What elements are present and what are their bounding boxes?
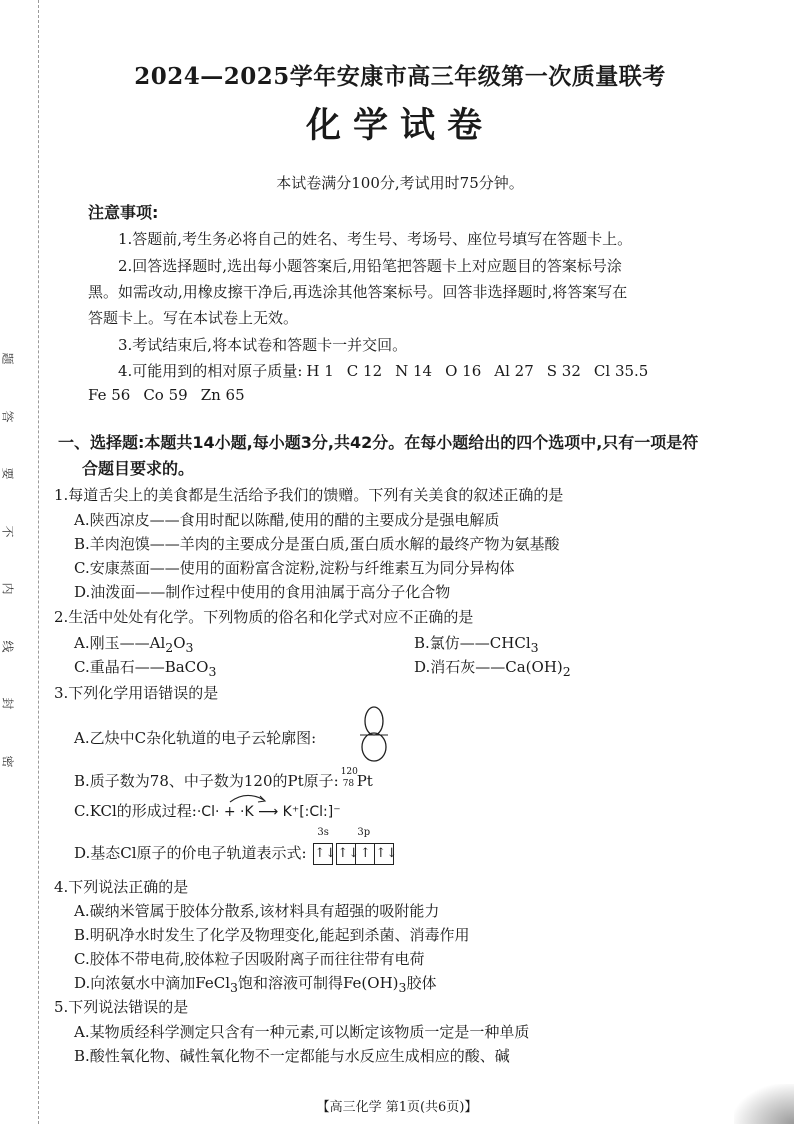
q2-d-sub: 2 [562,664,571,679]
q4-d-post: 胶体 [406,974,437,992]
q2-c-formula: BaCO [164,658,209,676]
mass-label: 4.可能用到的相对原子质量: [118,362,303,380]
notes-heading: 注意事项: [88,203,159,222]
q3-c-text: C.KCl的形成过程: [74,802,197,820]
orbital-3p-boxes [336,843,398,865]
side-char: 题 [0,352,15,365]
orbital-box: ↑↓ [375,846,398,861]
note-line-3: 黑。如需改动,用橡皮擦干净后,再选涂其他答案标号。回答非选择题时,将答案写在 [88,283,628,301]
atomic-mass-row-1 [118,360,661,381]
q4-d-pre: D.向浓氨水中滴加FeCl [74,974,230,992]
q3-a-text: A.乙炔中C杂化轨道的电子云轮廓图: [74,729,317,747]
question-2-option-d [414,656,571,679]
question-1-option-d: D.油泼面——制作过程中使用的食用油属于高分子化合物 [74,583,451,601]
question-4-option-a: A.碳纳米管属于胶体分散系,该材料具有超强的吸附能力 [74,902,440,920]
question-3-stem: 3.下列化学用语错误的是 [54,684,219,702]
q2-a-sub2: 3 [185,640,194,655]
question-3-option-a [74,727,316,748]
note-line-4: 答题卡上。写在本试卷上无效。 [88,309,299,327]
q2-a-formula2: O [173,634,186,652]
note-line-5: 3.考试结束后,将本试卷和答题卡一并交回。 [118,336,408,354]
q2-b-sub: 3 [530,640,539,655]
question-1-option-a: A.陕西凉皮——食用时配以陈醋,使用的醋的主要成分是强电解质 [74,511,500,529]
question-4-option-d [74,972,436,995]
orbital-box: ↑ [356,844,375,864]
q2-a-formula: Al [149,634,166,652]
q3-b-text: B.质子数为78、中子数为120的Pt原子: [74,772,339,790]
side-margin-text [0,350,16,770]
question-4-option-b: B.明矾净水时发生了化学及物理变化,能起到杀菌、消毒作用 [74,926,470,944]
side-char: 不 [0,525,15,538]
q2-d-name: D.消石灰—— [414,658,506,676]
note-line-2: 2.回答选择题时,选出每小题答案后,用铅笔把答题卡上对应题目的答案标号涂 [118,257,622,275]
question-1-option-c: C.安康蒸面——使用的面粉富含淀粉,淀粉与纤维素互为同分异构体 [74,559,515,577]
q2-b-formula: CHCl [489,634,531,652]
q2-c-sub: 3 [208,664,217,679]
binding-line [38,0,39,1124]
q3-b-nuclide [339,767,358,791]
scan-smudge [734,1084,794,1124]
question-4-stem: 4.下列说法正确的是 [54,878,189,896]
mass-item: N 14 [395,362,433,380]
question-2-option-a [74,632,193,655]
question-2-stem: 2.生活中处处有化学。下列物质的俗名和化学式对应不正确的是 [54,608,474,626]
side-char: 要 [0,467,15,480]
question-2-option-b [414,632,539,655]
question-5-stem: 5.下列说法错误的是 [54,998,189,1016]
mass-item: H 1 [306,362,334,380]
orbital-3s-label: 3s [317,827,329,838]
section-heading: 一、选择题:本题共14小题,每小题3分,共42分。在每小题给出的四个选项中,只有一项是符 [58,433,699,452]
side-char: 密 [0,755,15,768]
orbital-diagram [313,827,398,865]
exam-title: 2024—2025学年安康市高三年级第一次质量联考 [134,63,666,90]
q3-d-text: D.基态Cl原子的价电子轨道表示式: [74,844,307,862]
side-char: 封 [0,697,15,710]
subject-title: 化学试卷 [305,106,494,146]
sp-orbital-diagram-icon [356,705,392,769]
question-2-option-c [74,656,216,679]
side-char: 答 [0,410,15,423]
question-5-option-a: A.某物质经科学测定只含有一种元素,可以断定该物质一定是一种单质 [74,1023,530,1041]
q4-d-sub2: 3 [398,980,407,995]
side-char: 线 [0,640,15,653]
section-heading-cont: 合题目要求的。 [82,459,195,478]
question-1-stem: 1.每道舌尖上的美食都是生活给予我们的馈赠。下列有关美食的叙述正确的是 [54,486,564,504]
question-3-option-c [74,800,341,821]
question-1-option-b: B.羊肉泡馍——羊肉的主要成分是蛋白质,蛋白质水解的最终产物为氨基酸 [74,535,560,553]
mass-item: Al 27 [494,362,534,380]
q4-d-sub1: 3 [230,980,238,995]
orbital-3s-box [313,843,337,865]
question-5-option-b: B.酸性氧化物、碱性氧化物不一定都能与水反应生成相应的酸、碱 [74,1047,510,1065]
q2-a-sub1: 2 [165,640,174,655]
q3-c-formula: ·Cl· + ·K ⟶ K⁺[:Cl:]⁻ [196,804,341,820]
mass-item: Fe 56 [88,386,131,404]
mass-item: Cl 35.5 [593,362,649,380]
q4-d-mid: 饱和溶液可制得Fe(OH) [237,974,399,992]
question-3-option-b [74,767,373,791]
question-4-option-c: C.胶体不带电荷,胶体粒子因吸附离子而往往带有电荷 [74,950,425,968]
side-char: 内 [0,582,15,595]
electron-transfer-arrow-icon [226,790,270,804]
mass-item: Zn 65 [200,386,245,404]
orbital-box: ↑↓ [314,846,337,861]
note-line-1: 1.答题前,考生务必将自己的姓名、考生号、考场号、座位号填写在答题卡上。 [118,230,633,248]
exam-info: 本试卷满分100分,考试用时75分钟。 [276,174,524,192]
q2-b-name: B.氯仿—— [414,634,490,652]
mass-item: S 32 [546,362,581,380]
q2-a-name: A.刚玉—— [74,634,150,652]
question-3-option-d [74,827,398,865]
page-footer: 【高三化学 第1页(共6页)】 [316,1100,478,1115]
q3-b-mass-number: 120 [340,767,358,777]
q2-d-formula: Ca(OH) [505,658,563,676]
mass-item: C 12 [346,362,383,380]
mass-item: O 16 [445,362,482,380]
mass-item: Co 59 [143,386,188,404]
q3-b-symbol: Pt [356,772,373,790]
orbital-3p-label: 3p [357,827,371,838]
q3-b-atomic-number: 78 [342,779,355,789]
orbital-box: ↑↓ [337,844,356,864]
q2-c-name: C.重晶石—— [74,658,165,676]
atomic-mass-row-2 [88,386,258,404]
